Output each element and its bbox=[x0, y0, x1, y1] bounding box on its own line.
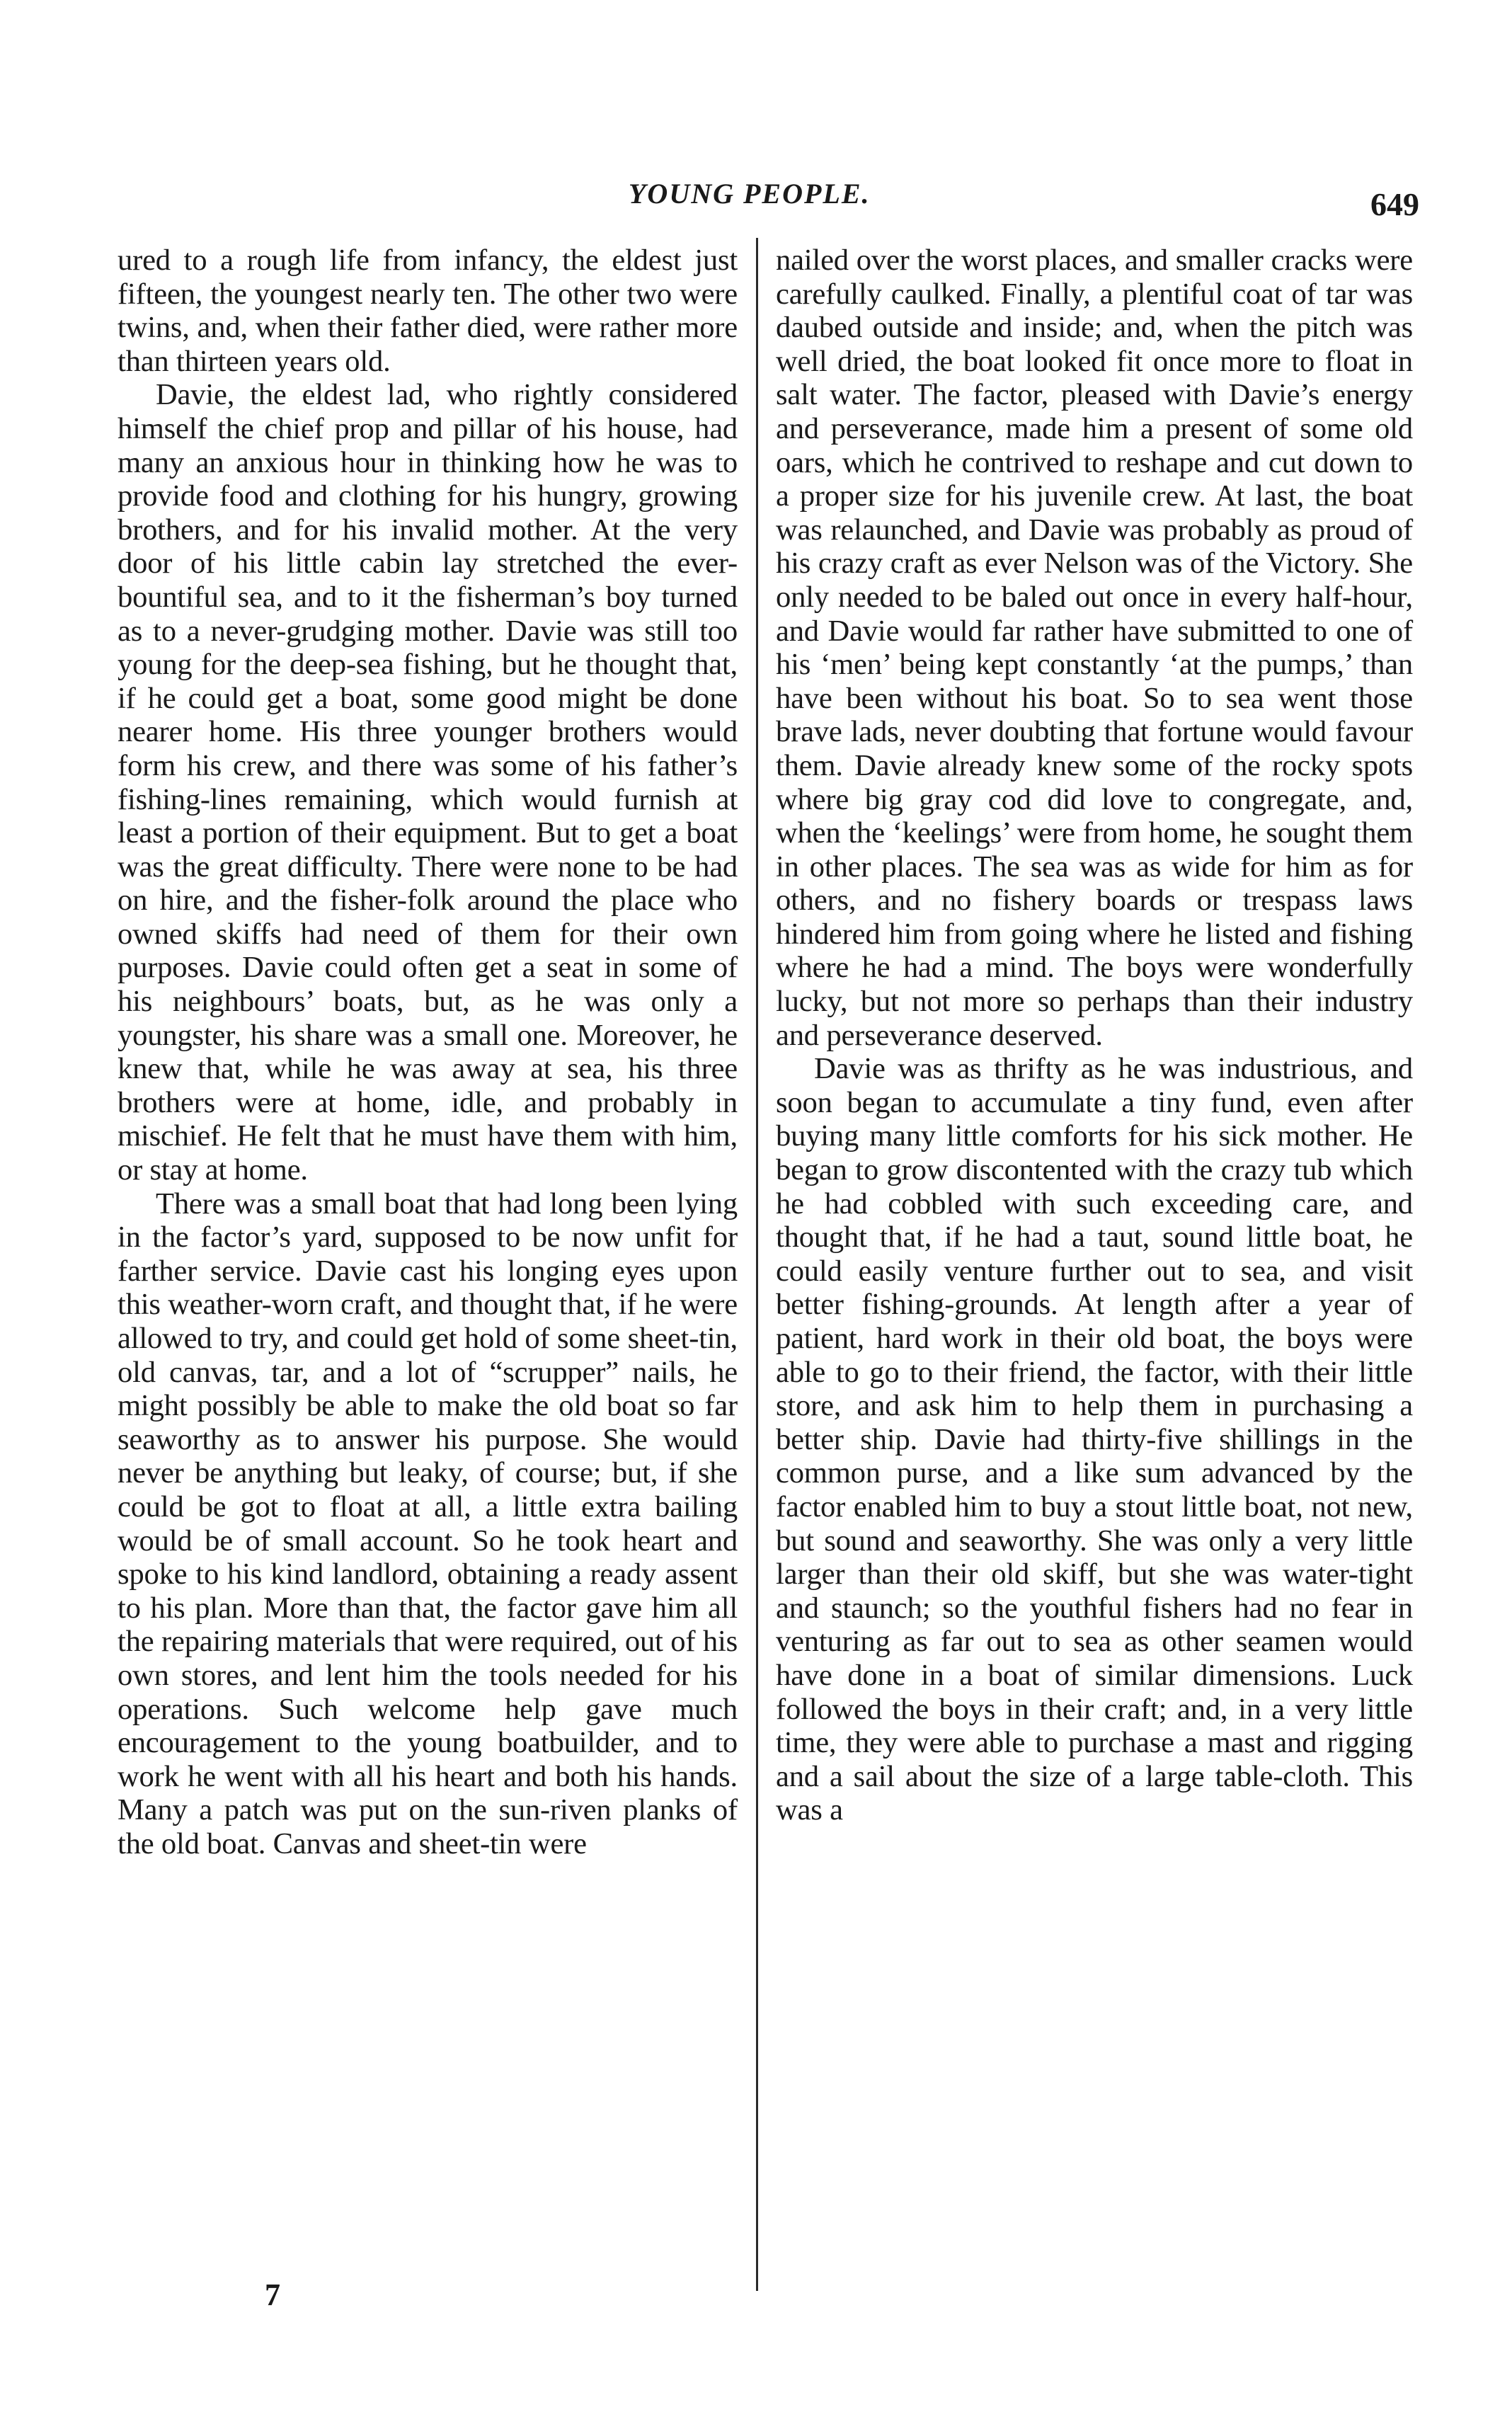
left-column bbox=[118, 244, 738, 1861]
column-divider bbox=[756, 238, 758, 2291]
paragraph: There was a small boat that had long been lying in the factor’s yard, supposed to be now unfit for farther service. Davie cast his longing eyes upon this weather-worn craft, and thought that, if he were allowed to try, and could get hold of some sheet-tin, old canvas, tar, and a lot of “scrupper” nails, he might possibly be able to make the old boat so far seaworthy as to answer his purpose. She would never be anything but leaky, of course; but, if she could be got to float at all, a little extra bailing would be of small account. So he took heart and spoke to his kind landlord, obtaining a ready assent to his plan. More than that, the factor gave him all the repairing materials that were required, out of his own stores, and lent him the tools needed for his operations. Such welcome help gave much encouragement to the young boatbuilder, and to work he went with all his heart and both his hands. Many a patch was put on the sun-riven planks of the old boat. Canvas and sheet-tin were bbox=[118, 1187, 738, 1860]
paragraph: Davie, the eldest lad, who rightly considered himself the chief prop and pillar of his house, had many an anxious hour in thinking how he was to provide food and clothing for his hungry, growing brothers, and for his invalid mother. At the very door of his little cabin lay stretched the ever-bountiful sea, and to it the fisherman’s boy turned as to a never-grudging mother. Davie was still too young for the deep-sea fishing, but he thought that, if he could get a boat, some good might be done nearer home. His three younger brothers would form his crew, and there was some of his father’s fishing-lines remaining, which would furnish at least a portion of their equipment. But to get a boat was the great difficulty. There were none to be had on hire, and the fisher-folk around the place who owned skiffs had need of them for their own purposes. Davie could often get a seat in some of his neighbours’ boats, but, as he was only a youngster, his share was a small one. Moreover, he knew that, while he was away at sea, his three brothers were at home, idle, and probably in mischief. He felt that he must have them with him, or stay at home. bbox=[118, 378, 738, 1187]
paragraph: ured to a rough life from infancy, the eldest just fifteen, the youngest nearly ten. The other two were twins, and, when their father died, were rather more than thirteen years old. bbox=[118, 244, 738, 378]
signature-mark: 7 bbox=[265, 2277, 280, 2312]
paragraph: nailed over the worst places, and smaller cracks were carefully caulked. Finally, a plentiful coat of tar was daubed outside and inside; and, when the pitch was well dried, the boat looked fit once more to float in salt water. The factor, pleased with Davie’s energy and perseverance, made him a present of some old oars, which he contrived to reshape and cut down to a proper size for his juvenile crew. At last, the boat was relaunched, and Davie was probably as proud of his crazy craft as ever Nelson was of the Victory. She only needed to be baled out once in every half-hour, and Davie would far rather have submitted to one of his ‘men’ being kept constantly ‘at the pumps,’ than have been without his boat. So to sea went those brave lads, never doubting that fortune would favour them. Davie already knew some of the rocky spots where big gray cod did love to congregate, and, when the ‘keelings’ were from home, he sought them in other places. The sea was as wide for him as for others, and no fishery boards or trespass laws hindered him from going where he listed and fishing where he had a mind. The boys were wonderfully lucky, but not more so perhaps than their industry and perseverance deserved. bbox=[776, 244, 1413, 1052]
right-column bbox=[776, 244, 1413, 1827]
paragraph: Davie was as thrifty as he was industrious, and soon began to accumulate a tiny fund, even after buying many little comforts for his sick mother. He began to grow discontented with the crazy tub which he had cobbled with such exceeding care, and thought that, if he had a taut, sound little boat, he could easily venture further out to sea, and visit better fishing-grounds. At length after a year of patient, hard work in their old boat, the boys were able to go to their friend, the factor, with their little store, and ask him to help them in purchasing a better ship. Davie had thirty-five shillings in the common purse, and a like sum advanced by the factor enabled him to buy a stout little boat, not new, but sound and seaworthy. She was only a very little larger than their old skiff, but she was water-tight and staunch; so the youthful fishers had no fear in venturing as far out to sea as other seamen would have done in a boat of similar dimensions. Luck followed the boys in their craft; and, in a very little time, they were able to purchase a mast and rigging and a sail about the size of a large table-cloth. This was a bbox=[776, 1052, 1413, 1827]
running-title: YOUNG PEOPLE. bbox=[629, 178, 871, 210]
running-header bbox=[0, 176, 1512, 225]
page-number: 649 bbox=[1370, 186, 1419, 222]
